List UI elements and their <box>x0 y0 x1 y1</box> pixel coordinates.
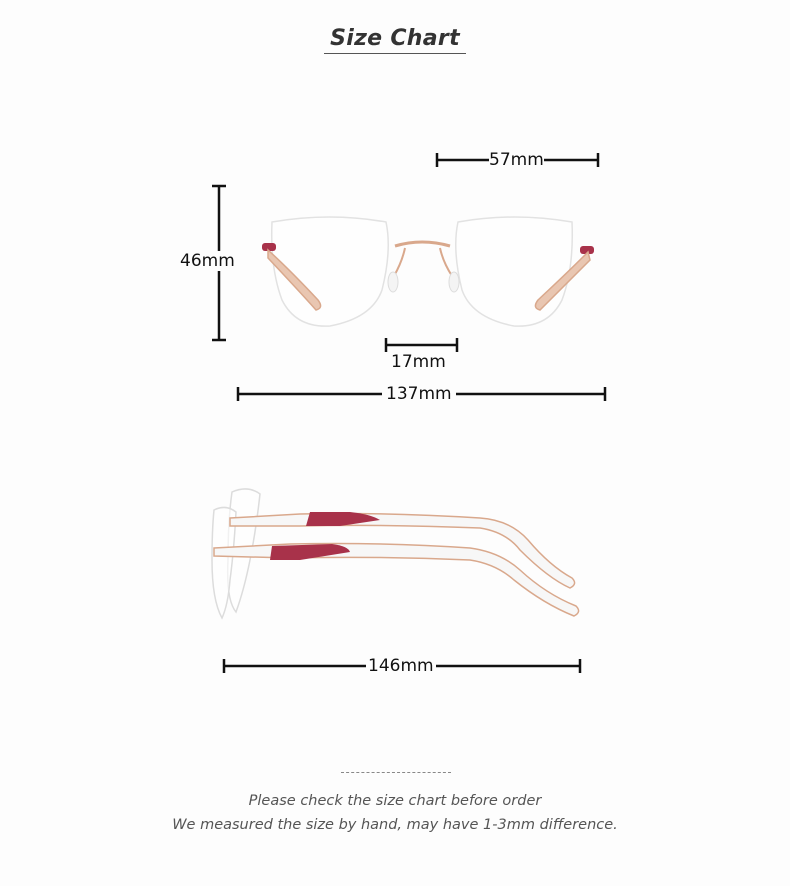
note-line-1: Please check the size chart before order <box>248 793 542 809</box>
frame-width-label: 137mm <box>382 384 456 404</box>
note-divider <box>341 772 451 773</box>
bridge-width-dimension-line <box>386 338 457 352</box>
glasses-side-view <box>212 489 579 618</box>
left-hinge <box>262 243 276 251</box>
right-nose-pad <box>449 272 459 292</box>
lens-width-label: 57mm <box>489 150 544 170</box>
bridge-width-label: 17mm <box>391 352 446 372</box>
lens-height-label: 46mm <box>180 251 235 271</box>
left-nose-pad <box>388 272 398 292</box>
temple-length-label: 146mm <box>368 656 434 676</box>
right-lens <box>456 217 573 326</box>
glasses-front-view <box>262 217 594 326</box>
note-line-2: We measured the size by hand, may have 1-3mm difference. <box>172 817 618 833</box>
bridge <box>395 242 450 246</box>
page-title: Size Chart <box>324 26 466 54</box>
